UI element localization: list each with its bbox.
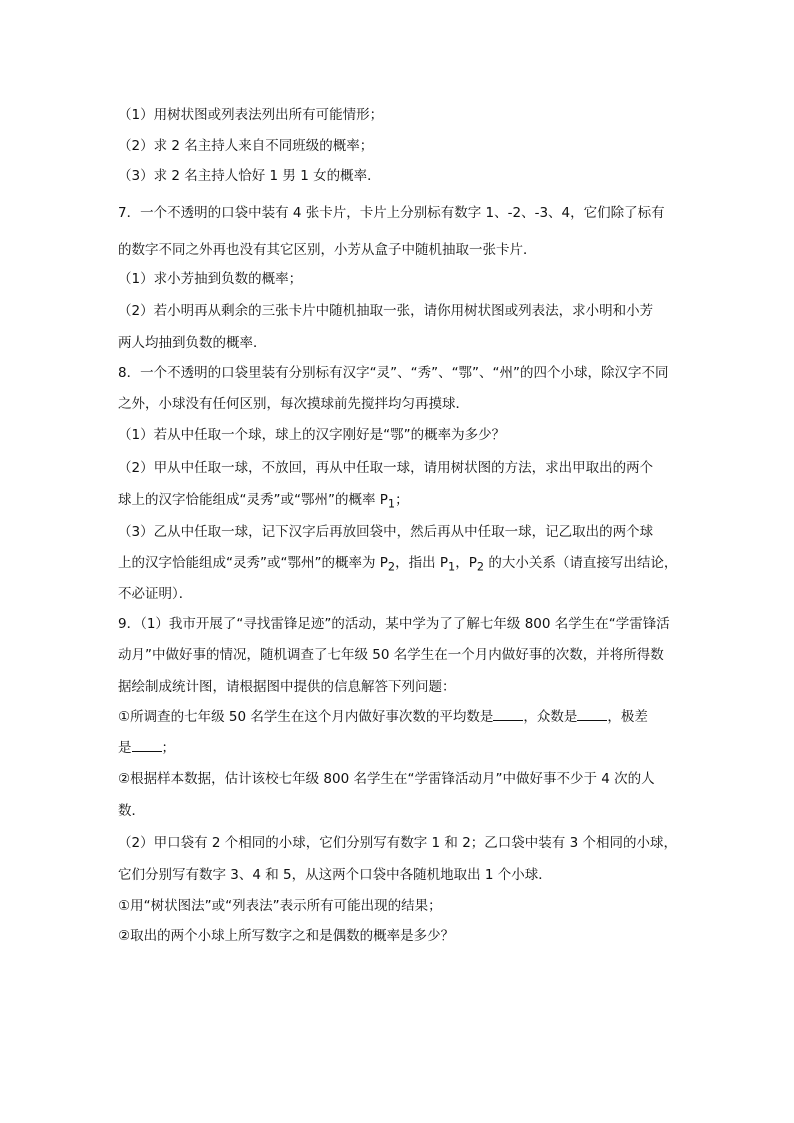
answer-blank [132,739,162,752]
q9-sub1-text2: ，众数是 [523,709,578,725]
answer-blank [493,708,523,721]
q6-part1: （1）用树状图或列表法列出所有可能情形； [118,107,384,123]
q8-part3-line2 [118,553,677,578]
q8-part2-line1: （2）甲从中任取一球，不放回，再从中任取一球，请用树状图的方法，求出甲取出的两个 [118,460,654,476]
q9-sub2-line1: ②根据样本数据，估计该校七年级 800 名学生在“学雷锋活动月”中做好事不少于 4 次的人 [118,771,655,787]
q9-sub1-text3: ，极差 [607,709,648,725]
subscript-1: 1 [387,497,396,511]
q8-stem-line1: 8．一个不透明的口袋里装有分别标有汉字“灵”、“秀”、“鄂”、“州”的四个小球，除汉字不同 [118,365,669,381]
q9-part2-line1: （2）甲口袋有 2 个相同的小球，它们分别写有数字 1 和 2；乙口袋中装有 3 个相同的小球， [118,835,677,851]
q9-sub1-line2 [118,738,175,758]
q8-part2-line2 [118,490,409,515]
q9-sub1-text4: 是 [118,740,132,756]
q7-stem-line2: 的数字不同之外再也没有其它区别，小芳从盒子中随机抽取一张卡片． [118,242,537,258]
subscript-2: 2 [387,560,396,574]
q9-sub1-line1 [118,707,648,727]
q9-sub1-text1: ①所调查的七年级 50 名学生在这个月内做好事次数的平均数是 [118,709,494,725]
q9-stem-line3: 据绘制成统计图，请根据图中提供的信息解答下列问题： [118,679,456,695]
q7-part2-line2: 两人均抽到负数的概率． [118,335,267,351]
q8-part2-text: 球上的汉字恰能组成“灵秀”或“鄂州”的概率 P [118,492,388,508]
q8-stem-line2: 之外，小球没有任何区别，每次摸球前先搅拌均匀再摸球． [118,396,469,412]
q8-part2-end: ； [395,492,409,508]
q7-stem-line1: 7．一个不透明的口袋中装有 4 张卡片，卡片上分别标有数字 1、-2、-3、4，它们除了标有 [118,205,665,221]
q7-part2-line1: （2）若小明再从剩余的三张卡片中随机抽取一张，请你用树状图或列表法，求小明和小芳 [118,303,654,319]
q6-part3: （3）求 2 名主持人恰好 1 男 1 女的概率． [118,168,381,184]
q9-stem-line1: 9．（1）我市开展了“寻找雷锋足迹”的活动，某中学为了了解七年级 800 名学生在“学雷锋活 [118,616,670,632]
q8-part3-text3: ，P [455,555,477,571]
q9-part2-line2: 它们分别写有数字 3、4 和 5，从这两个口袋中各随机地取出 1 个小球． [118,867,552,883]
subscript-1: 1 [448,560,456,574]
q6-part2: （2）求 2 名主持人来自不同班级的概率； [118,138,374,154]
q8-part3-text4: 的大小关系（请直接写出结论， [484,555,678,571]
subscript-2: 2 [476,560,485,574]
q8-part3-text2: ，指出 P [395,555,449,571]
q8-part1: （1）若从中任取一个球，球上的汉字刚好是“鄂”的概率为多少？ [118,427,506,443]
q8-part3-text1: 上的汉字恰能组成“灵秀”或“鄂州”的概率为 P [118,555,388,571]
q9-task2: ②取出的两个小球上所写数字之和是偶数的概率是多少？ [118,928,455,944]
q9-sub2-line2: 数． [118,803,145,819]
q9-stem-line2: 动月”中做好事的情况，随机调查了七年级 50 名学生在一个月内做好事的次数，并将所得数 [118,647,664,663]
q7-part1: （1）求小芳抽到负数的概率； [118,271,303,287]
answer-blank [577,708,607,721]
q9-task1: ①用“树状图法”或“列表法”表示所有可能出现的结果； [118,898,442,914]
q9-sub1-text5: ； [161,740,175,756]
q8-part3-line1: （3）乙从中任取一球，记下汉字后再放回袋中，然后再从中任取一球，记乙取出的两个球 [118,524,654,540]
q8-part3-line3: 不必证明）． [118,586,193,602]
